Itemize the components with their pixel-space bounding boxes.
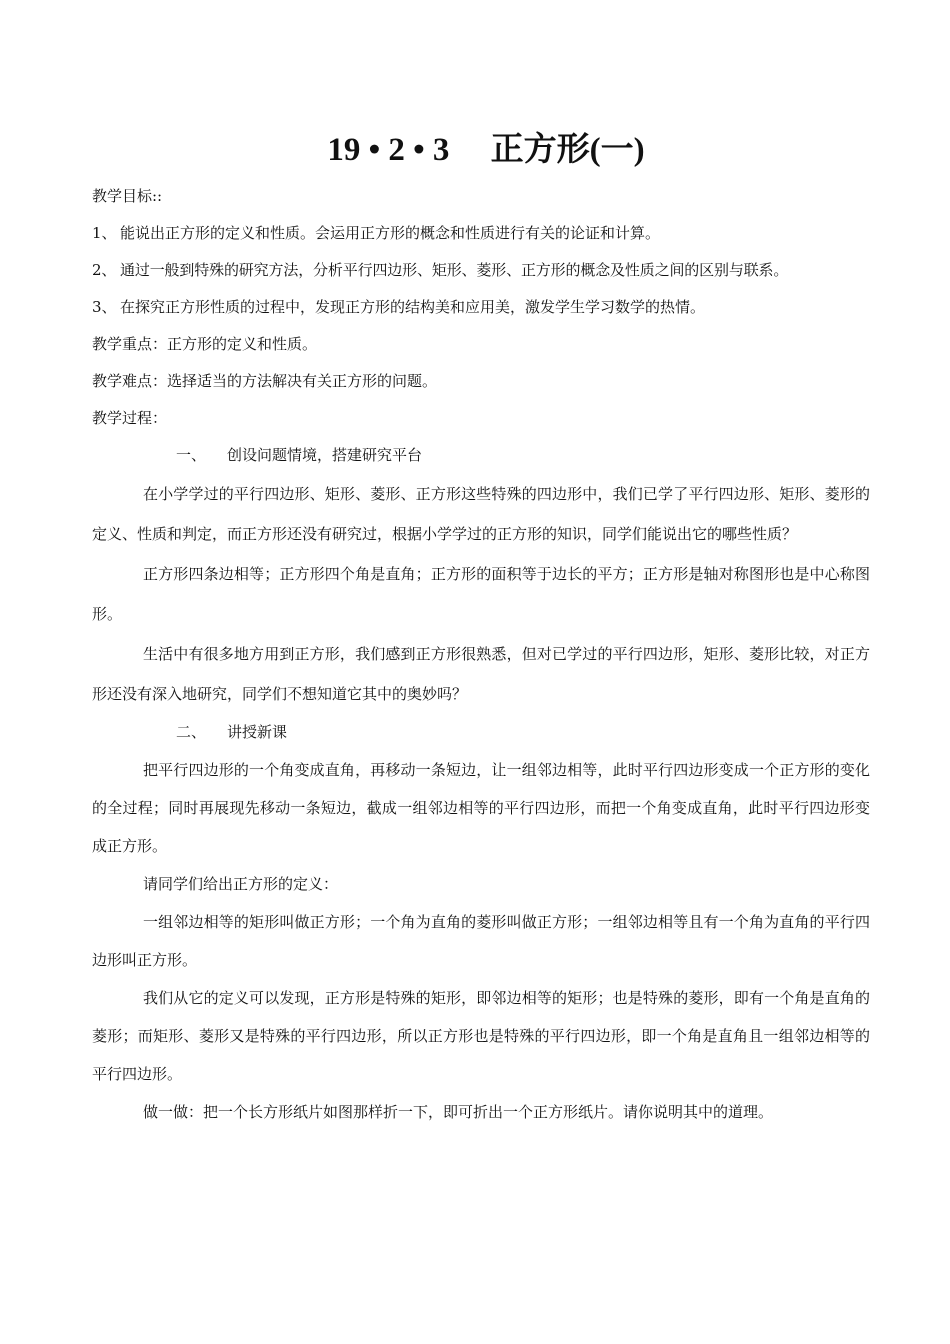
process-label: 教学过程： bbox=[92, 409, 168, 427]
section-title: 创设问题情境，搭建研究平台 bbox=[227, 446, 423, 464]
section-title: 讲授新课 bbox=[227, 723, 288, 741]
objective-item bbox=[92, 215, 870, 252]
paragraph: 一组邻边相等的矩形叫做正方形；一个角为直角的菱形叫做正方形；一组邻边相等且有一个角为直角的平行四边形叫正方形。 bbox=[92, 913, 870, 969]
objective-text: 通过一般到特殊的研究方法，分析平行四边形、矩形、菱形、正方形的概念及性质之间的区别与联系。 bbox=[120, 261, 789, 279]
section-heading bbox=[92, 437, 870, 474]
section-heading bbox=[92, 714, 870, 751]
difficult-point: 教学难点：选择适当的方法解决有关正方形的问题。 bbox=[92, 372, 438, 390]
objective-item bbox=[92, 252, 870, 289]
objective-text: 在探究正方形性质的过程中，发现正方形的结构美和应用美，激发学生学习数学的热情。 bbox=[120, 298, 706, 316]
paragraph: 生活中有很多地方用到正方形，我们感到正方形很熟悉，但对已学过的平行四边形，矩形、菱形比较，对正方形还没有深入地研究，同学们不想知道它其中的奥妙吗？ bbox=[92, 645, 870, 703]
section-number: 一、 bbox=[176, 446, 207, 464]
paragraph: 在小学学过的平行四边形、矩形、菱形、正方形这些特殊的四边形中，我们已学了平行四边形、矩形、菱形的定义、性质和判定，而正方形还没有研究过，根据小学学过的正方形的知识，同学们能说出它的哪些性质？ bbox=[92, 485, 870, 543]
objective-text: 能说出正方形的定义和性质。会运用正方形的概念和性质进行有关的论证和计算。 bbox=[120, 224, 661, 242]
document-page bbox=[92, 128, 870, 1131]
paragraph: 正方形四条边相等；正方形四个角是直角；正方形的面积等于边长的平方；正方形是轴对称图形也是中心称图形。 bbox=[92, 565, 870, 623]
paragraph: 做一做：把一个长方形纸片如图那样折一下，即可折出一个正方形纸片。请你说明其中的道理。 bbox=[143, 1103, 774, 1121]
objective-number: 1、 bbox=[92, 224, 117, 242]
paragraph: 我们从它的定义可以发现，正方形是特殊的矩形，即邻边相等的矩形；也是特殊的菱形，即有一个角是直角的菱形；而矩形、菱形又是特殊的平行四边形，所以正方形也是特殊的平行四边形，即一个角是直角且一组邻边相等的平行四边形。 bbox=[92, 989, 870, 1083]
key-point: 教学重点：正方形的定义和性质。 bbox=[92, 335, 318, 353]
objective-number: 2、 bbox=[92, 261, 117, 279]
paragraph: 请同学们给出正方形的定义： bbox=[143, 875, 339, 893]
paragraph: 把平行四边形的一个角变成直角，再移动一条短边，让一组邻边相等，此时平行四边形变成一个正方形的变化的全过程；同时再展现先移动一条短边，截成一组邻边相等的平行四边形，而把一个角变成直角，此时平行四边形变成正方形。 bbox=[92, 761, 870, 855]
section-number: 二、 bbox=[176, 723, 207, 741]
objective-number: 3、 bbox=[92, 298, 117, 316]
objective-item bbox=[92, 289, 870, 326]
objectives-label: 教学目标:: bbox=[92, 187, 163, 205]
document-title: 19 • 2 • 3 正方形(一) bbox=[327, 132, 645, 168]
